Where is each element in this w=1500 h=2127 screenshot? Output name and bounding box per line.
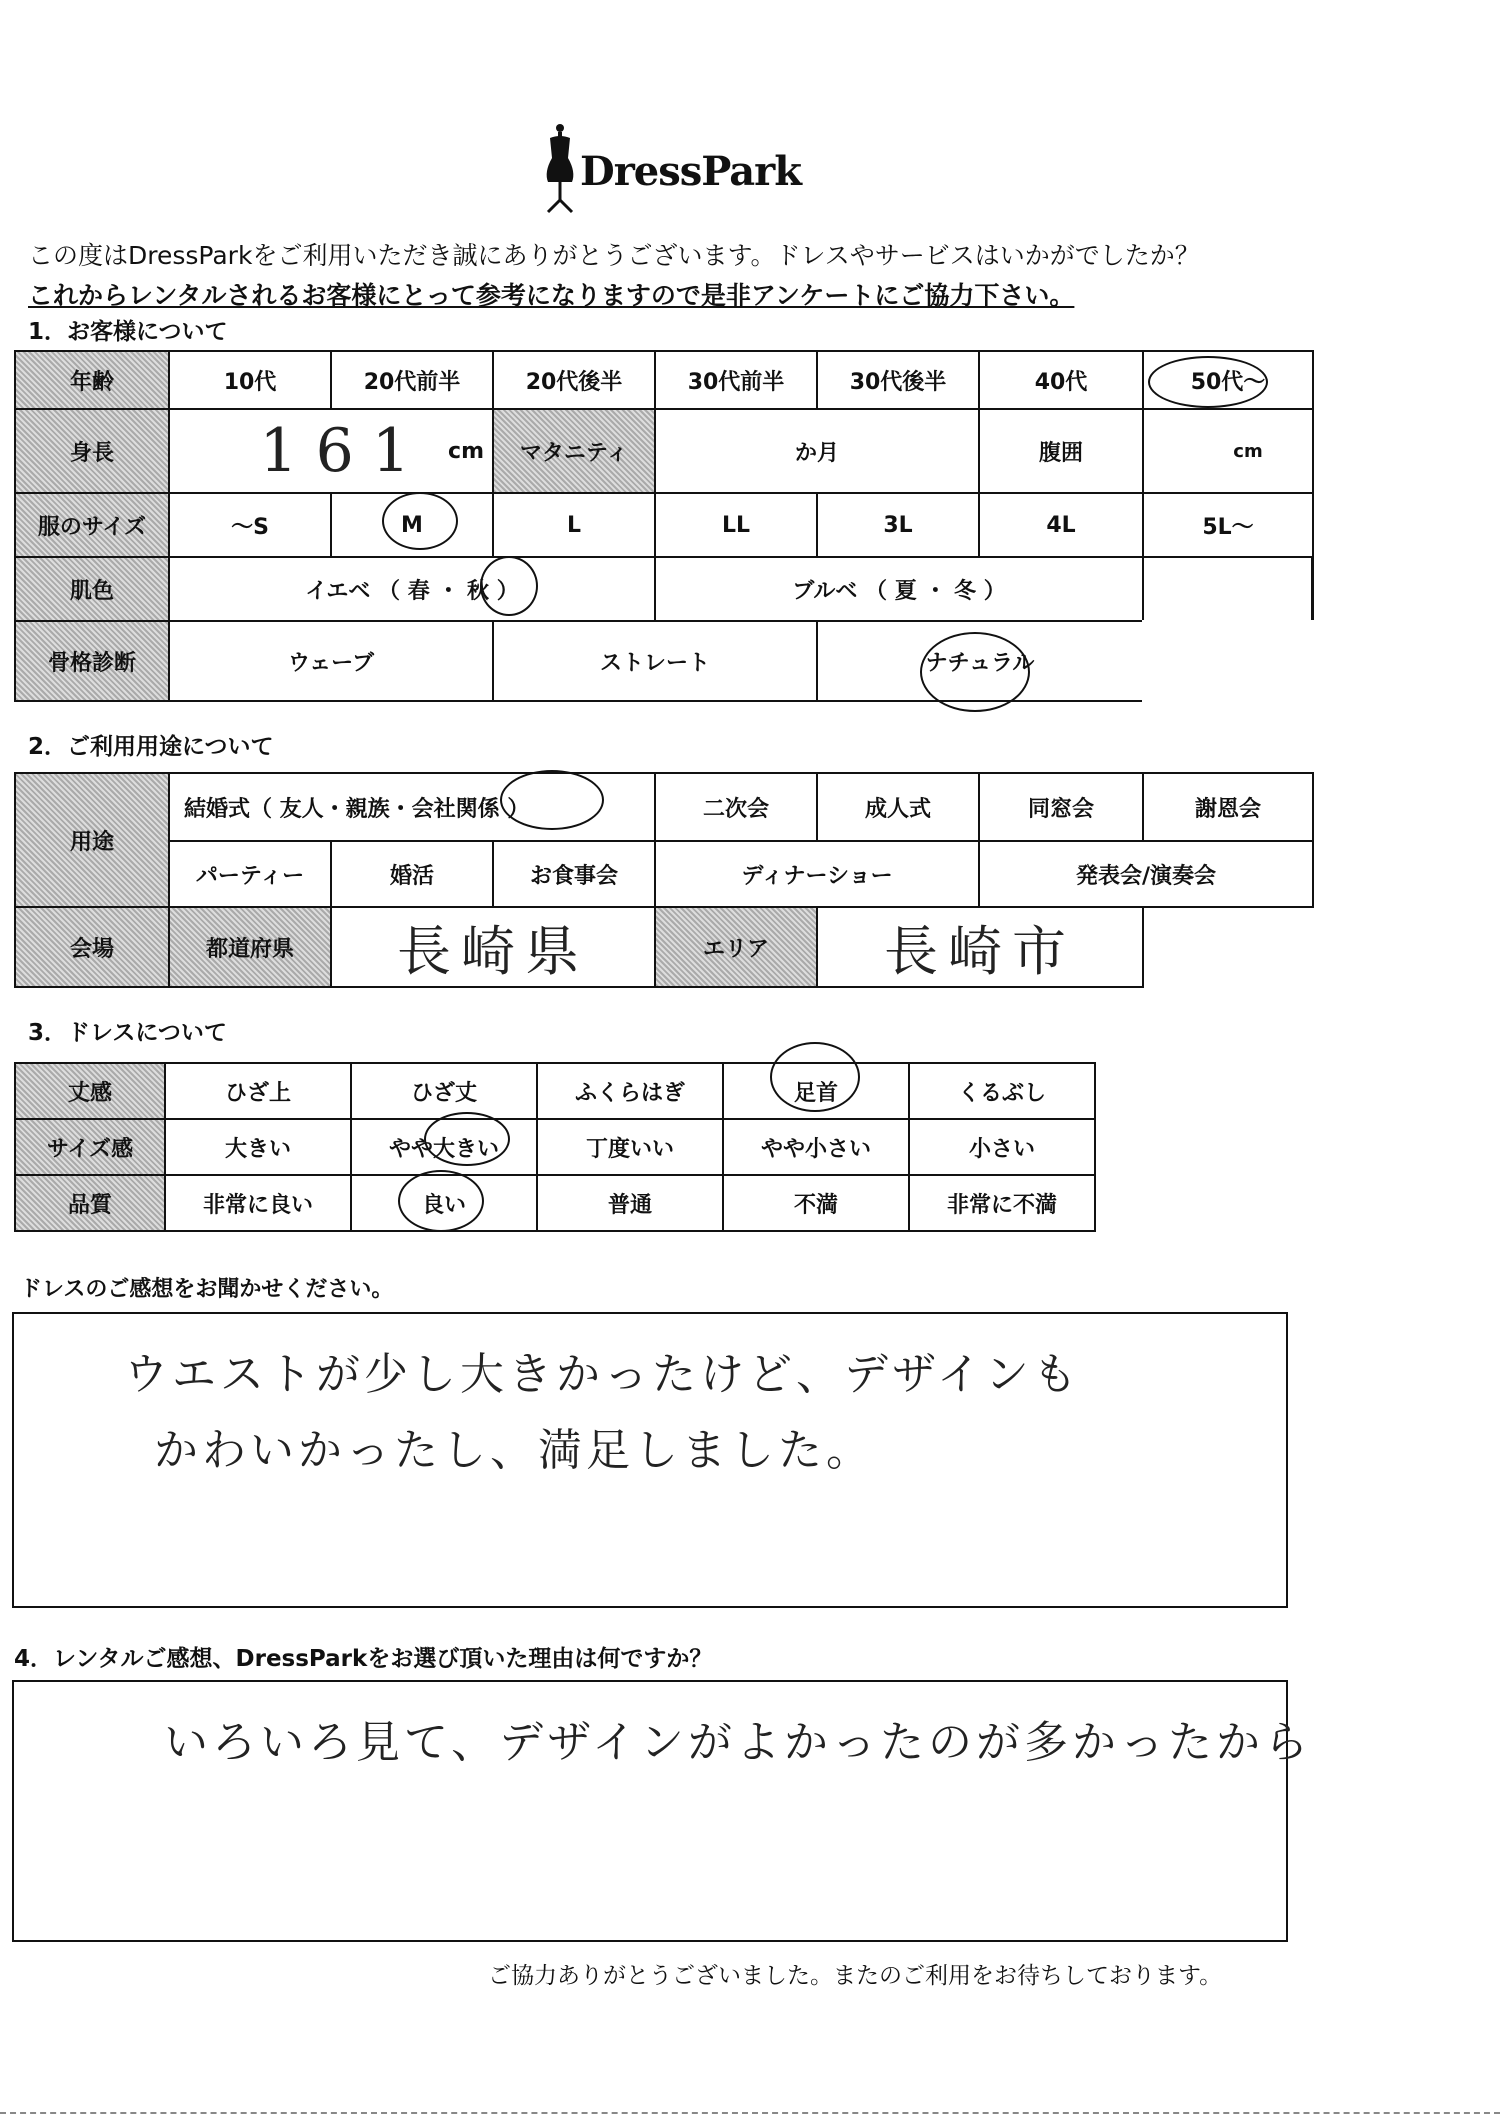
use-option[interactable]: 同窓会 bbox=[978, 772, 1144, 842]
dress-form-icon bbox=[540, 120, 580, 220]
length-label: 丈感 bbox=[14, 1062, 166, 1120]
quality-option[interactable]: 良い bbox=[350, 1174, 538, 1232]
selected-length-circle bbox=[770, 1042, 860, 1112]
fit-label: サイズ感 bbox=[14, 1118, 166, 1176]
use-label: 用途 bbox=[14, 772, 170, 908]
use-option[interactable]: お食事会 bbox=[492, 840, 656, 908]
size-option[interactable]: 4L bbox=[978, 492, 1144, 558]
pref-field[interactable] bbox=[330, 906, 656, 988]
footer-thanks: ご協力ありがとうございました。またのご利用をお待ちしております。 bbox=[488, 1963, 1223, 1989]
size-option[interactable]: LL bbox=[654, 492, 818, 558]
age-option[interactable]: 20代前半 bbox=[330, 350, 494, 410]
length-option[interactable]: ひざ上 bbox=[164, 1062, 352, 1120]
size-option[interactable]: M bbox=[330, 492, 494, 558]
size-option[interactable]: 3L bbox=[816, 492, 980, 558]
use-option[interactable]: 発表会/演奏会 bbox=[978, 840, 1314, 908]
intro-text: この度はDressParkをご利用いただき誠にありがとうございます。ドレスやサービスはいかがでしたか？ bbox=[28, 241, 1200, 270]
quality-option[interactable]: 不満 bbox=[722, 1174, 910, 1232]
selected-bone-circle bbox=[920, 632, 1030, 712]
quality-option[interactable]: 非常に不満 bbox=[908, 1174, 1096, 1232]
quality-option[interactable]: 普通 bbox=[536, 1174, 724, 1232]
impression-line2: かわいかったし、満足しました。 bbox=[154, 1425, 874, 1476]
height-unit: cm bbox=[448, 438, 484, 464]
size-option[interactable]: L bbox=[492, 492, 656, 558]
brand-name: DressPark bbox=[580, 148, 801, 195]
length-option[interactable]: ふくらはぎ bbox=[536, 1062, 724, 1120]
use-option[interactable]: 二次会 bbox=[654, 772, 818, 842]
age-option[interactable]: 30代前半 bbox=[654, 350, 818, 410]
age-option[interactable]: 50代～ bbox=[1142, 350, 1314, 410]
fit-option[interactable]: やや大きい bbox=[350, 1118, 538, 1176]
age-label: 年齢 bbox=[14, 350, 170, 410]
scan-edge-line bbox=[0, 2112, 1500, 2114]
months-label: か月 bbox=[794, 440, 839, 466]
reason-answer: いろいろ見て、デザインがよかったのが多かったから bbox=[164, 1717, 1313, 1768]
length-option[interactable]: くるぶし bbox=[908, 1062, 1096, 1120]
pref-label: 都道府県 bbox=[168, 906, 332, 988]
skin-yellow-option[interactable]: イエベ （ 春 ・ 秋 ） bbox=[168, 556, 656, 622]
pref-value: 長崎県 bbox=[397, 919, 589, 983]
use-option-wedding[interactable]: 結婚式（ 友人・親族・会社関係 ） bbox=[168, 772, 656, 842]
venue-label: 会場 bbox=[14, 906, 170, 988]
selected-skin-circle bbox=[480, 556, 538, 616]
selected-fit-circle bbox=[424, 1112, 510, 1166]
reason-textarea[interactable] bbox=[12, 1680, 1313, 1942]
section3-title: 3．ドレスについて bbox=[28, 1020, 227, 1046]
use-option[interactable]: 婚活 bbox=[330, 840, 494, 908]
section2-title: 2．ご利用用途について bbox=[28, 734, 274, 760]
selected-use-circle bbox=[500, 770, 604, 830]
dresspark-logo bbox=[540, 120, 801, 220]
bone-option[interactable]: ストレート bbox=[492, 620, 818, 702]
height-field[interactable] bbox=[168, 408, 494, 494]
intro-request: これからレンタルされるお客様にとって参考になりますので是非アンケートにご協力下さい。 bbox=[28, 281, 1075, 310]
selected-quality-circle bbox=[398, 1170, 484, 1232]
skin-label: 肌色 bbox=[14, 556, 170, 622]
length-option[interactable]: 足首 bbox=[722, 1062, 910, 1120]
waist-unit: cm bbox=[1233, 440, 1263, 462]
size-option[interactable]: 5L～ bbox=[1142, 492, 1314, 558]
area-label: エリア bbox=[654, 906, 818, 988]
impression-textarea[interactable] bbox=[12, 1312, 1288, 1608]
waist-field[interactable] bbox=[1142, 408, 1314, 494]
waist-label: 腹囲 bbox=[978, 408, 1144, 494]
bone-option[interactable]: ナチュラル bbox=[816, 620, 1144, 702]
area-field[interactable] bbox=[816, 906, 1144, 988]
use-option[interactable]: 成人式 bbox=[816, 772, 980, 842]
fit-option[interactable]: 小さい bbox=[908, 1118, 1096, 1176]
age-option[interactable]: 10代 bbox=[168, 350, 332, 410]
size-label: 服のサイズ bbox=[14, 492, 170, 558]
impression-prompt: ドレスのご感想をお聞かせください。 bbox=[20, 1277, 394, 1302]
age-option[interactable]: 40代 bbox=[978, 350, 1144, 410]
fit-option[interactable]: 大きい bbox=[164, 1118, 352, 1176]
use-option[interactable]: 謝恩会 bbox=[1142, 772, 1314, 842]
length-option[interactable]: ひざ丈 bbox=[350, 1062, 538, 1120]
bone-label: 骨格診断 bbox=[14, 620, 170, 702]
age-option[interactable]: 20代後半 bbox=[492, 350, 656, 410]
maternity-months-field[interactable] bbox=[654, 408, 980, 494]
use-option[interactable]: パーティー bbox=[168, 840, 332, 908]
quality-label: 品質 bbox=[14, 1174, 166, 1232]
section4-title: 4．レンタルご感想、DressParkをお選び頂いた理由は何ですか？ bbox=[14, 1646, 713, 1672]
bone-option[interactable]: ウェーブ bbox=[168, 620, 494, 702]
fit-option[interactable]: やや小さい bbox=[722, 1118, 910, 1176]
selected-age-circle bbox=[1148, 356, 1268, 408]
area-value: 長崎市 bbox=[884, 919, 1076, 983]
quality-option[interactable]: 非常に良い bbox=[164, 1174, 352, 1232]
height-value: 161 bbox=[259, 416, 429, 486]
fit-option[interactable]: 丁度いい bbox=[536, 1118, 724, 1176]
impression-line1: ウエストが少し大きかったけど、デザインも bbox=[124, 1349, 1081, 1400]
height-label: 身長 bbox=[14, 408, 170, 494]
maternity-label: マタニティ bbox=[492, 408, 656, 494]
use-option[interactable]: ディナーショー bbox=[654, 840, 980, 908]
skin-blue-option[interactable]: ブルベ （ 夏 ・ 冬 ） bbox=[654, 556, 1144, 622]
selected-size-circle bbox=[382, 492, 458, 550]
age-option[interactable]: 30代後半 bbox=[816, 350, 980, 410]
section1-title: 1．お客様について bbox=[28, 319, 228, 345]
size-option[interactable]: ～S bbox=[168, 492, 332, 558]
